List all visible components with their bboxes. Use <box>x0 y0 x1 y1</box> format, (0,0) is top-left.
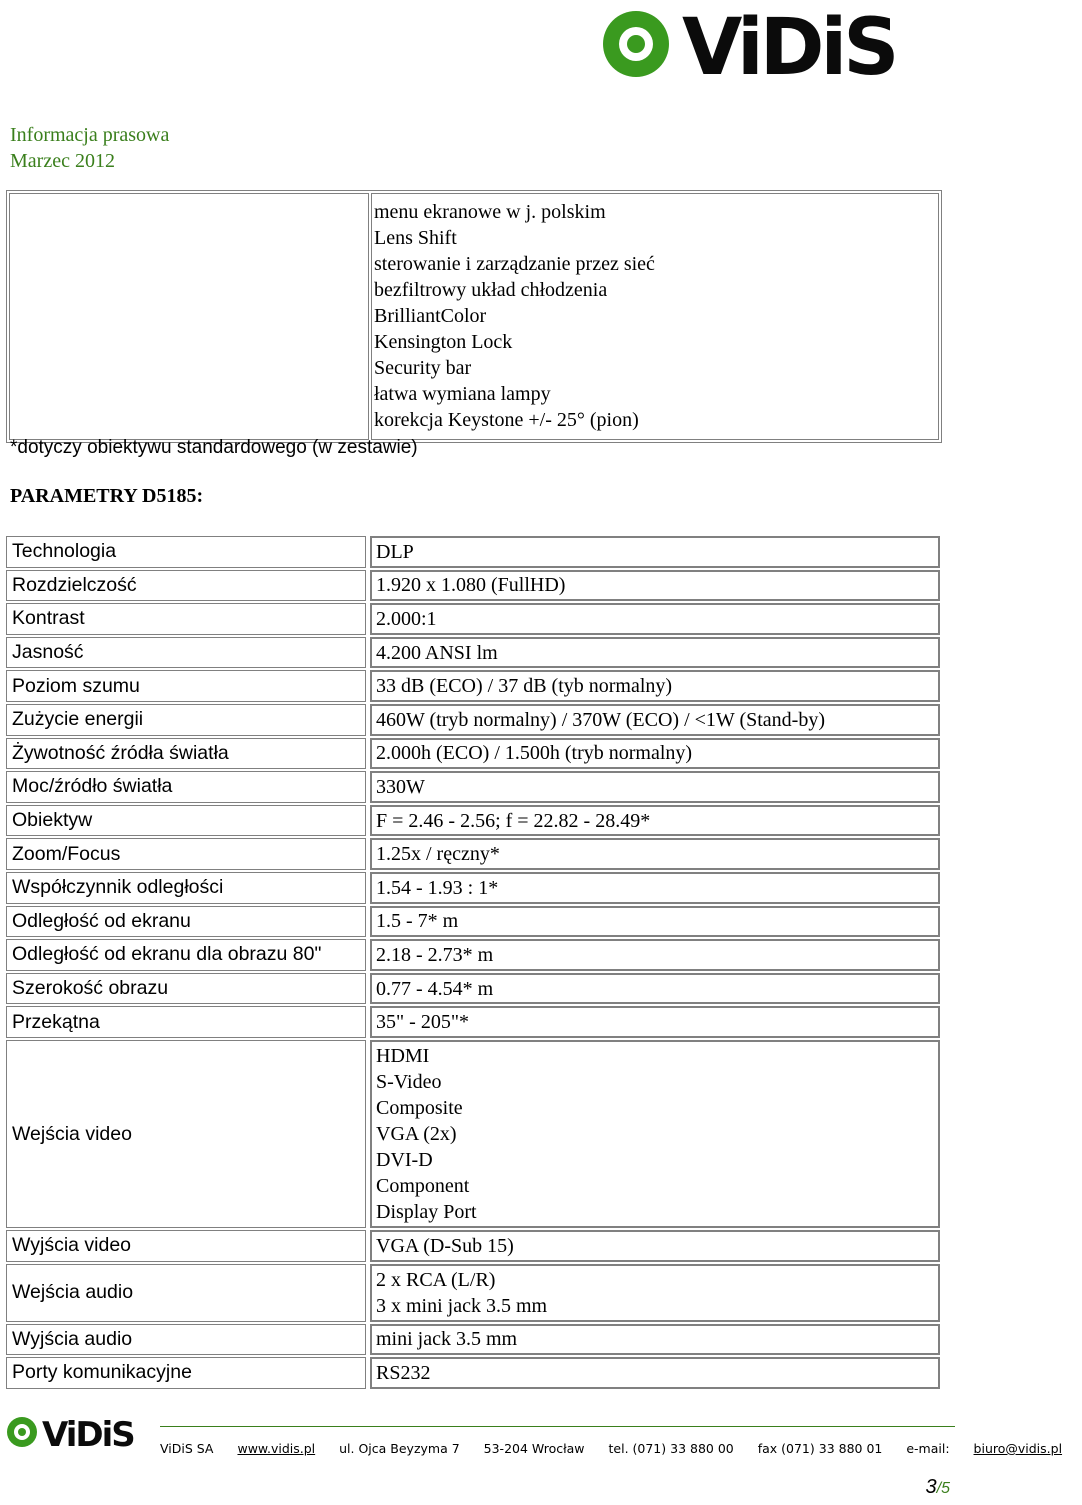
press-date: Marzec 2012 <box>10 150 115 172</box>
param-value-line: 460W (tryb normalny) / 370W (ECO) / <1W (Stand-by) <box>376 708 825 731</box>
param-value <box>370 670 940 702</box>
param-label: Obiektyw <box>6 805 366 837</box>
param-label: Technologia <box>6 536 366 568</box>
param-label: Żywotność źródła światła <box>6 738 366 770</box>
press-type: Informacja prasowa <box>10 124 170 146</box>
features-empty-cell <box>9 193 369 440</box>
param-value-line: Component <box>376 1175 470 1197</box>
footer-address: ul. Ojca Beyzyma 7 <box>339 1441 460 1456</box>
param-value <box>370 771 940 803</box>
param-value <box>370 906 940 938</box>
footer-company: ViDiS SA <box>160 1441 214 1456</box>
param-label: Wyjścia audio <box>6 1324 366 1356</box>
params-title: PARAMETRY D5185: <box>10 485 204 507</box>
param-row <box>6 837 942 871</box>
param-row <box>6 569 942 603</box>
footer-logo-text: ViDiS <box>42 1415 134 1455</box>
param-value <box>370 805 940 837</box>
param-label: Przekątna <box>6 1006 366 1038</box>
footer-fax: fax (071) 33 880 01 <box>757 1441 883 1456</box>
feature-item: sterowanie i zarządzanie przez sieć <box>374 253 655 275</box>
param-value <box>370 1264 940 1322</box>
param-value-line: 2.000:1 <box>376 607 437 630</box>
feature-item: Security bar <box>374 357 472 379</box>
param-value-line: 330W <box>376 775 425 798</box>
param-row <box>6 1039 942 1229</box>
param-row <box>6 535 942 569</box>
footer-vidis-logo <box>4 1412 146 1455</box>
feature-item: łatwa wymiana lampy <box>374 383 551 405</box>
param-row <box>6 636 942 670</box>
param-value-line: 1.920 x 1.080 (FullHD) <box>376 574 566 597</box>
feature-item: Lens Shift <box>374 227 457 249</box>
param-value-line: 33 dB (ECO) / 37 dB (tyb normalny) <box>376 675 673 698</box>
footer-website-link[interactable]: www.vidis.pl <box>237 1441 316 1456</box>
footnote: *dotyczy obiektywu standardowego (w zestawie) <box>10 437 418 458</box>
param-label: Porty komunikacyjne <box>6 1357 366 1389</box>
param-label: Poziom szumu <box>6 670 366 702</box>
param-value <box>370 838 940 870</box>
logo-text: ViDiS <box>682 3 896 93</box>
param-row <box>6 737 942 771</box>
param-value-line: Composite <box>376 1097 463 1119</box>
param-label: Zużycie energii <box>6 704 366 736</box>
param-value-line: VGA (2x) <box>376 1123 457 1145</box>
param-value-line: 1.54 - 1.93 : 1* <box>376 876 499 899</box>
features-table <box>6 190 942 443</box>
param-label: Jasność <box>6 637 366 669</box>
param-label: Moc/źródło światła <box>6 771 366 803</box>
footer-tel: tel. (071) 33 880 00 <box>608 1441 734 1456</box>
param-value-line: 0.77 - 4.54* m <box>376 977 494 1000</box>
param-row <box>6 669 942 703</box>
param-row <box>6 770 942 804</box>
footer-city: 53-204 Wrocław <box>483 1441 585 1456</box>
param-row <box>6 1005 942 1039</box>
param-row <box>6 804 942 838</box>
param-value <box>370 939 940 971</box>
footer-email-label: e-mail: <box>906 1441 950 1456</box>
param-row <box>6 972 942 1006</box>
param-value <box>370 973 940 1005</box>
param-value-line: 1.25x / ręczny* <box>376 843 500 866</box>
param-row <box>6 905 942 939</box>
param-value-line: RS232 <box>376 1361 431 1384</box>
feature-item: korekcja Keystone +/- 25° (pion) <box>374 409 639 431</box>
param-value <box>370 738 940 770</box>
param-value <box>370 570 940 602</box>
param-value <box>370 637 940 669</box>
param-label: Wejścia video <box>6 1040 366 1228</box>
press-header <box>10 122 169 174</box>
page-separator: / <box>936 1480 942 1497</box>
param-value-line: DVI-D <box>376 1149 433 1171</box>
param-label: Wyjścia video <box>6 1230 366 1262</box>
param-value <box>370 704 940 736</box>
param-value-line: Display Port <box>376 1201 477 1223</box>
param-row <box>6 871 942 905</box>
param-row <box>6 938 942 972</box>
footer-email-link[interactable]: biuro@vidis.pl <box>973 1441 1063 1456</box>
param-label: Odległość od ekranu <box>6 906 366 938</box>
param-label: Wejścia audio <box>6 1264 366 1322</box>
param-row <box>6 1323 942 1357</box>
param-value-line: S-Video <box>376 1071 442 1093</box>
param-value-line: 2.18 - 2.73* m <box>376 943 494 966</box>
param-value <box>370 1040 940 1228</box>
param-value-line: HDMI <box>376 1045 430 1067</box>
param-label: Zoom/Focus <box>6 838 366 870</box>
param-value-line: 1.5 - 7* m <box>376 910 459 933</box>
param-label: Współczynnik odległości <box>6 872 366 904</box>
param-value-line: DLP <box>376 540 414 563</box>
param-value-line: mini jack 3.5 mm <box>376 1328 518 1351</box>
param-value <box>370 536 940 568</box>
feature-item: menu ekranowe w j. polskim <box>374 201 606 223</box>
param-label: Odległość od ekranu dla obrazu 80" <box>6 939 366 971</box>
param-value-line: 4.200 ANSI lm <box>376 641 498 664</box>
param-row <box>6 1229 942 1263</box>
footer-contact <box>160 1441 1082 1456</box>
param-value-line: 3 x mini jack 3.5 mm <box>376 1294 548 1317</box>
param-label: Szerokość obrazu <box>6 973 366 1005</box>
feature-item: BrilliantColor <box>374 305 487 327</box>
param-value <box>370 1230 940 1262</box>
param-label: Rozdzielczość <box>6 570 366 602</box>
features-list <box>371 193 939 440</box>
param-value-line: 2 x RCA (L/R) <box>376 1268 496 1291</box>
param-value <box>370 1324 940 1356</box>
param-value <box>370 603 940 635</box>
param-row <box>6 703 942 737</box>
param-value-line: 35" - 205"* <box>376 1011 469 1034</box>
vidis-logo <box>598 3 936 93</box>
param-row <box>6 602 942 636</box>
param-row <box>6 1356 942 1390</box>
footer-divider <box>160 1426 955 1427</box>
feature-item: Kensington Lock <box>374 331 513 353</box>
feature-item: bezfiltrowy układ chłodzenia <box>374 279 608 301</box>
page-number <box>926 1476 950 1499</box>
param-row <box>6 1263 942 1323</box>
param-value <box>370 872 940 904</box>
param-label: Kontrast <box>6 603 366 635</box>
param-value-line: VGA (D-Sub 15) <box>376 1234 514 1257</box>
param-value <box>370 1006 940 1038</box>
page-current: 3 <box>925 1476 937 1498</box>
param-value-line: 2.000h (ECO) / 1.500h (tryb normalny) <box>376 742 693 765</box>
param-value-line: F = 2.46 - 2.56; f = 22.82 - 28.49* <box>376 809 651 832</box>
page-total: 5 <box>941 1480 950 1497</box>
param-value <box>370 1357 940 1389</box>
